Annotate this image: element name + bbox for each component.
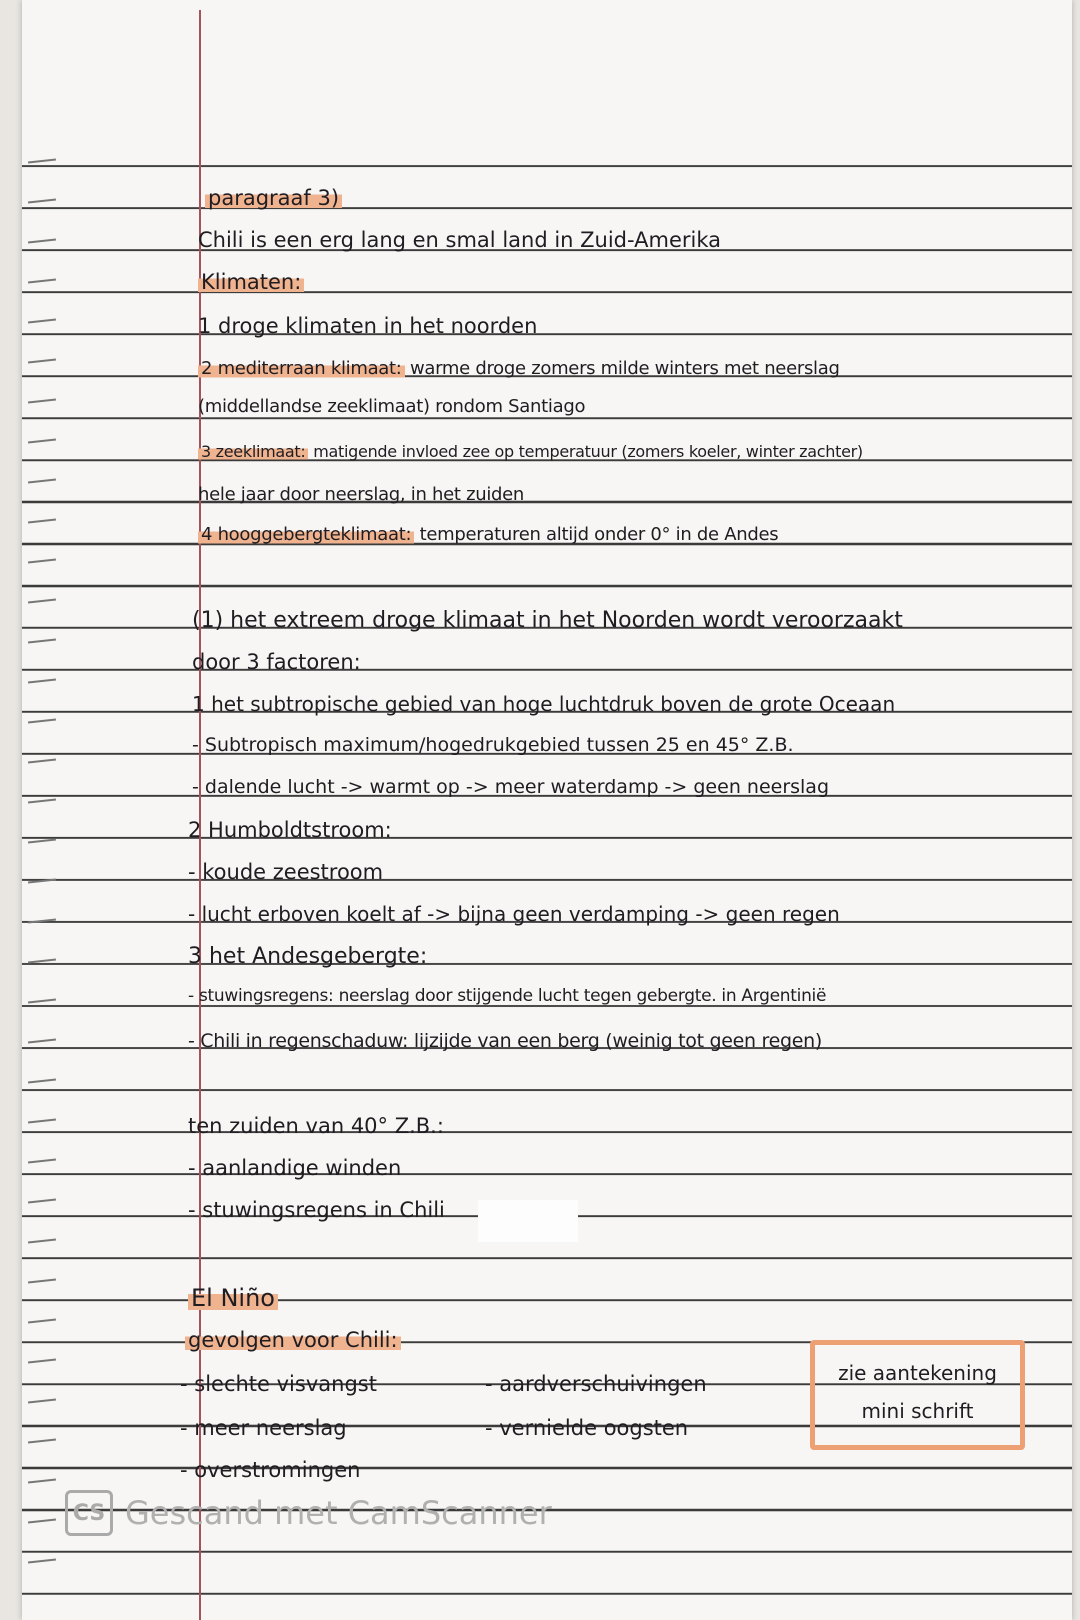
binder-hole	[28, 239, 56, 244]
effect-3: - overstromingen	[180, 1458, 361, 1482]
binder-hole	[28, 799, 56, 804]
blank-patch	[478, 1200, 578, 1242]
binder-hole	[28, 1039, 56, 1044]
binder-hole	[28, 1519, 56, 1524]
binder-hole	[28, 159, 56, 164]
factor-2: 2 Humboldtstroom:	[188, 818, 392, 842]
binder-hole	[28, 759, 56, 764]
climate-1: 1 droge klimaten in het noorden	[198, 314, 538, 338]
page-top-blank	[22, 0, 1072, 160]
binder-hole	[28, 1079, 56, 1084]
note-reference-box	[810, 1340, 1025, 1450]
elnino-title	[188, 1286, 278, 1310]
cause-line-1: (1) het extreem droge klimaat in het Noorden wordt veroorzaakt	[192, 608, 903, 633]
factor-2-b: - lucht erboven koelt af -> bijna geen verdamping -> geen regen	[188, 902, 840, 926]
effect-1: - slechte visvangst	[180, 1372, 377, 1396]
heading	[205, 188, 342, 209]
binder-hole	[28, 1319, 56, 1324]
climate-2-label: 2 mediterraan klimaat:	[198, 358, 405, 379]
effects-title-text: gevolgen voor Chili:	[185, 1328, 401, 1352]
climate-4-text: temperaturen altijd onder 0° in de Andes	[419, 524, 779, 545]
binder-hole	[28, 399, 56, 404]
binder-hole	[28, 439, 56, 444]
south-title: ten zuiden van 40° Z.B.:	[188, 1114, 444, 1138]
camscanner-text: Gescand met CamScanner	[125, 1494, 552, 1532]
climate-2-text: warme droge zomers milde winters met neerslag	[409, 358, 840, 379]
binder-hole	[28, 1119, 56, 1124]
binder-hole	[28, 959, 56, 964]
binder-hole	[28, 639, 56, 644]
climate-2	[198, 360, 840, 378]
binder-hole	[28, 359, 56, 364]
climate-3-text: matigende invloed zee op temperatuur (zomers koeler, winter zachter)	[313, 442, 863, 461]
factor-3-a: - stuwingsregens: neerslag door stijgende lucht tegen gebergte. in Argentinië	[188, 986, 827, 1006]
binder-hole	[28, 839, 56, 844]
binder-holes	[22, 160, 62, 1620]
binder-hole	[28, 319, 56, 324]
note-line-1: zie aantekening	[838, 1361, 997, 1385]
binder-hole	[28, 519, 56, 524]
binder-hole	[28, 1199, 56, 1204]
binder-hole	[28, 999, 56, 1004]
south-b: - stuwingsregens in Chili	[188, 1198, 445, 1222]
binder-hole	[28, 1159, 56, 1164]
camscanner-watermark	[65, 1490, 552, 1536]
climate-3	[198, 444, 863, 460]
factor-2-a: - koude zeestroom	[188, 860, 384, 884]
binder-hole	[28, 559, 56, 564]
binder-hole	[28, 1439, 56, 1444]
binder-hole	[28, 1359, 56, 1364]
factor-1-a: - Subtropisch maximum/hogedrukgebied tussen 25 en 45° Z.B.	[192, 734, 794, 756]
climate-3-cont: hele jaar door neerslag, in het zuiden	[198, 484, 525, 505]
binder-hole	[28, 1559, 56, 1564]
binder-hole	[28, 479, 56, 484]
factor-3-b: - Chili in regenschaduw: lijzijde van een berg (weinig tot geen regen)	[188, 1030, 823, 1052]
binder-hole	[28, 879, 56, 884]
climates-title	[198, 272, 304, 293]
climate-2-cont: (middellandse zeeklimaat) rondom Santiago	[198, 396, 586, 417]
factor-1-b: - dalende lucht -> warmt op -> meer waterdamp -> geen neerslag	[192, 776, 830, 798]
cause-line-2: door 3 factoren:	[192, 650, 361, 674]
binder-hole	[28, 199, 56, 204]
binder-hole	[28, 1479, 56, 1484]
climate-4	[198, 526, 778, 544]
effect-4: - aardverschuivingen	[485, 1372, 707, 1396]
binder-hole	[28, 1239, 56, 1244]
camscanner-logo-icon: CS	[65, 1490, 113, 1536]
heading-text: paragraaf 3)	[205, 186, 342, 210]
effect-2: - meer neerslag	[180, 1416, 347, 1440]
binder-hole	[28, 599, 56, 604]
climate-3-label: 3 zeeklimaat:	[198, 442, 308, 461]
factor-3: 3 het Andesgebergte:	[188, 944, 428, 969]
binder-hole	[28, 279, 56, 284]
elnino-title-text: El Niño	[188, 1284, 278, 1312]
effects-title	[185, 1330, 401, 1351]
intro-line: Chili is een erg lang en smal land in Zuid-Amerika	[198, 228, 722, 252]
binder-hole	[28, 719, 56, 724]
climate-4-label: 4 hooggebergteklimaat:	[198, 524, 414, 545]
climates-title-text: Klimaten:	[198, 270, 304, 294]
binder-hole	[28, 1399, 56, 1404]
binder-hole	[28, 919, 56, 924]
binder-hole	[28, 1279, 56, 1284]
binder-hole	[28, 679, 56, 684]
south-a: - aanlandige winden	[188, 1156, 402, 1180]
note-line-2: mini schrift	[861, 1399, 974, 1423]
effect-5: - vernielde oogsten	[485, 1416, 689, 1440]
factor-1: 1 het subtropische gebied van hoge luchtdruk boven de grote Oceaan	[192, 692, 896, 716]
